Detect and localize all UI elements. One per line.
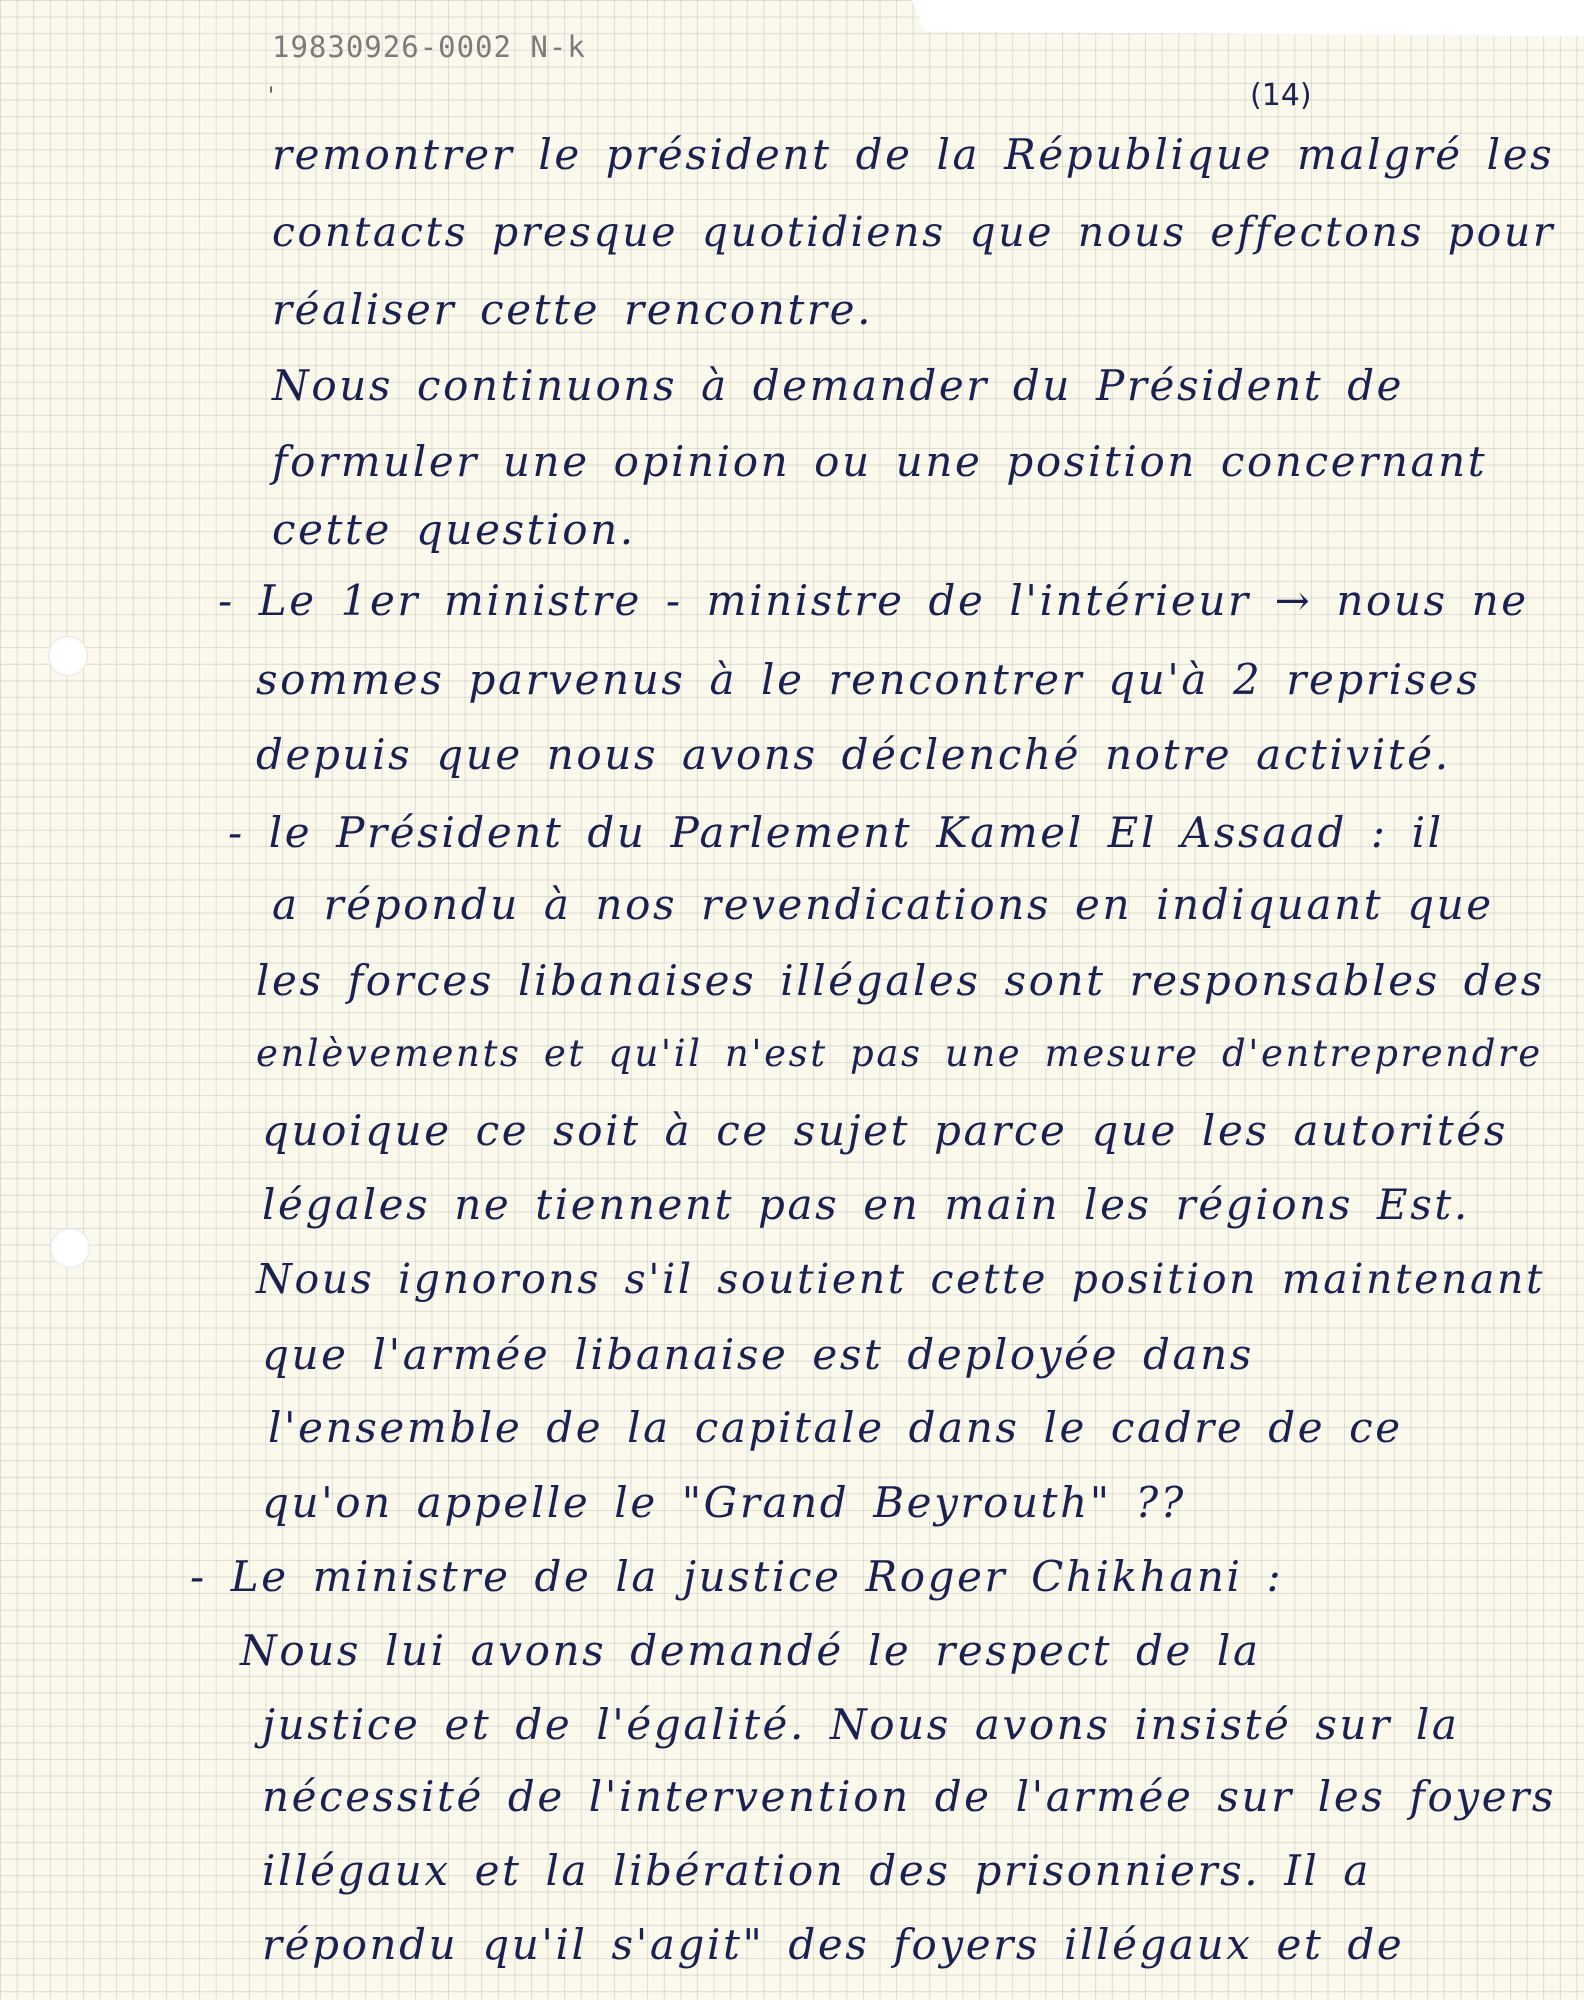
- punch-hole: [50, 1228, 90, 1268]
- text-line: que l'armée libanaise est deployée dans: [262, 1330, 1254, 1379]
- text-line: illégaux et la libération des prisonniers. Il a: [262, 1846, 1372, 1895]
- text-line: Nous lui avons demandé le respect de la: [240, 1626, 1261, 1675]
- text-line: - Le 1er ministre - ministre de l'intérieur → nous ne: [218, 576, 1529, 625]
- text-line: contacts presque quotidiens que nous effectons pour: [272, 208, 1556, 256]
- text-line: l'ensemble de la capitale dans le cadre de ce: [268, 1403, 1403, 1452]
- text-line: remontrer le président de la République malgré les: [272, 130, 1555, 179]
- text-line: les forces libanaises illégales sont responsables des: [256, 956, 1545, 1005]
- text-line: légales ne tiennent pas en main les régions Est.: [262, 1180, 1470, 1229]
- text-line: quoique ce soit à ce sujet parce que les autorités: [262, 1106, 1508, 1155]
- text-line: depuis que nous avons déclenché notre activité.: [256, 730, 1451, 779]
- punch-hole: [48, 636, 88, 676]
- text-line: répondu qu'il s'agit" des foyers illégaux et de: [262, 1920, 1405, 1969]
- text-line: formuler une opinion ou une position concernant: [272, 437, 1488, 486]
- page-number: (14): [1250, 78, 1312, 113]
- text-line: Nous continuons à demander du Président de: [272, 361, 1405, 410]
- text-line: - le Président du Parlement Kamel El Assaad : il: [228, 808, 1444, 857]
- margin-mark: ': [268, 84, 275, 109]
- text-line: sommes parvenus à le rencontrer qu'à 2 reprises: [256, 655, 1481, 704]
- text-line: cette question.: [272, 505, 636, 554]
- text-line: réaliser cette rencontre.: [272, 285, 874, 334]
- text-line: - Le ministre de la justice Roger Chikhani :: [190, 1552, 1284, 1601]
- text-line: nécessité de l'intervention de l'armée sur les foyers: [262, 1772, 1557, 1821]
- torn-corner: [912, 0, 1584, 36]
- text-line: enlèvements et qu'il n'est pas une mesure d'entreprendre: [256, 1032, 1543, 1075]
- document-reference: 19830926-0002 N-k: [272, 30, 586, 64]
- text-line: qu'on appelle le "Grand Beyrouth" ??: [262, 1478, 1186, 1527]
- text-line: Nous ignorons s'il soutient cette position maintenant: [256, 1255, 1546, 1303]
- text-line: justice et de l'égalité. Nous avons insisté sur la: [262, 1700, 1460, 1749]
- text-line: a répondu à nos revendications en indiquant que: [272, 880, 1494, 929]
